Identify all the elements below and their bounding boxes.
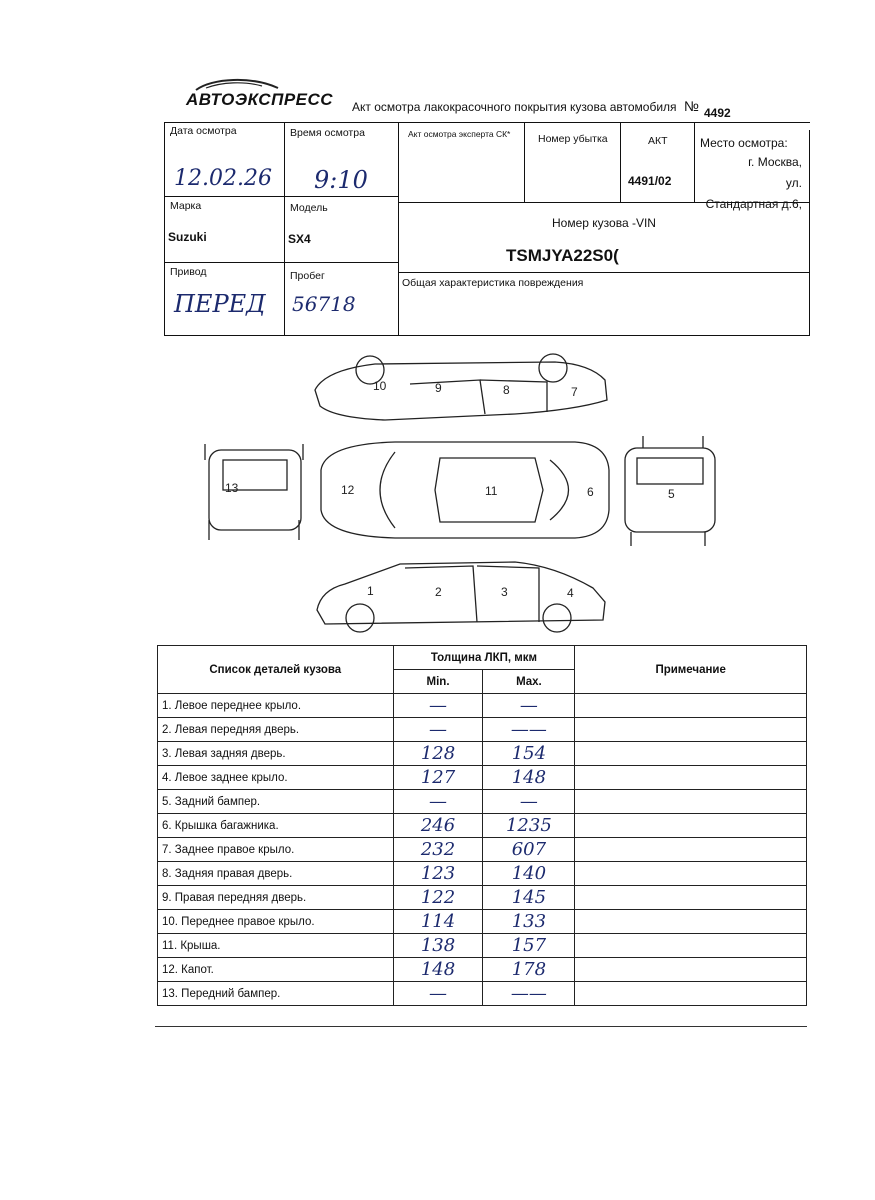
max-value: 145	[483, 886, 575, 910]
part-name: 3. Левая задняя дверь.	[158, 742, 394, 766]
table-row	[158, 934, 807, 958]
zone-label-3: 3	[501, 585, 508, 599]
part-name: 4. Левое заднее крыло.	[158, 766, 394, 790]
zone-label-4: 4	[567, 586, 574, 600]
part-name: 12. Капот.	[158, 958, 394, 982]
car-body-diagram	[195, 340, 725, 640]
zone-label-8: 8	[503, 383, 510, 397]
zone-label-11: 11	[485, 484, 498, 498]
note-cell	[575, 934, 807, 958]
max-value: —	[483, 694, 575, 718]
model-label: Модель	[290, 202, 328, 214]
document-title	[352, 98, 699, 114]
table-row	[158, 694, 807, 718]
zone-label-5: 5	[668, 487, 675, 501]
part-name: 13. Передний бампер.	[158, 982, 394, 1006]
col-thickness-header: Толщина ЛКП, мкм	[393, 646, 575, 670]
min-value: —	[393, 694, 483, 718]
zone-label-13: 13	[225, 481, 239, 495]
vin-label: Номер кузова -VIN	[552, 216, 656, 230]
zone-label-7: 7	[571, 385, 578, 399]
max-value: 157	[483, 934, 575, 958]
min-value: 246	[393, 814, 483, 838]
min-value: 148	[393, 958, 483, 982]
note-cell	[575, 910, 807, 934]
max-value: ——	[483, 982, 575, 1006]
part-name: 1. Левое переднее крыло.	[158, 694, 394, 718]
min-value: 123	[393, 862, 483, 886]
model-value: SX4	[288, 232, 311, 246]
col-parts-header: Список деталей кузова	[158, 646, 394, 694]
max-value: ——	[483, 718, 575, 742]
min-value: —	[393, 718, 483, 742]
drive-value: ПЕРЕД	[174, 290, 266, 318]
note-cell	[575, 718, 807, 742]
number-sign: №	[683, 98, 699, 114]
mileage-label: Пробег	[290, 270, 325, 282]
time-label: Время осмотра	[290, 127, 365, 139]
zone-label-10: 10	[373, 379, 387, 393]
zone-label-1: 1	[367, 584, 374, 598]
part-name: 9. Правая передняя дверь.	[158, 886, 394, 910]
place-address	[692, 152, 802, 215]
place-line-3: Стандартная д.6,	[705, 197, 802, 211]
table-row	[158, 838, 807, 862]
max-value: 133	[483, 910, 575, 934]
damage-label: Общая характеристика повреждения	[402, 277, 584, 289]
part-name: 5. Задний бампер.	[158, 790, 394, 814]
inspection-header-form	[164, 122, 810, 336]
col-max-header: Max.	[483, 670, 575, 694]
zone-label-12: 12	[341, 483, 355, 497]
bottom-divider	[155, 1026, 807, 1027]
max-value: —	[483, 790, 575, 814]
max-value: 140	[483, 862, 575, 886]
min-value: —	[393, 790, 483, 814]
table-row	[158, 958, 807, 982]
col-min-header: Min.	[393, 670, 483, 694]
table-row	[158, 982, 807, 1006]
make-value: Suzuki	[168, 230, 207, 244]
title-text: Акт осмотра лакокрасочного покрытия кузова автомобиля	[352, 100, 677, 114]
act-value: 4491/02	[628, 174, 672, 188]
note-cell	[575, 742, 807, 766]
zone-label-9: 9	[435, 381, 442, 395]
part-name: 11. Крыша.	[158, 934, 394, 958]
min-value: —	[393, 982, 483, 1006]
min-value: 128	[393, 742, 483, 766]
make-label: Марка	[170, 200, 202, 212]
max-value: 1235	[483, 814, 575, 838]
zone-label-2: 2	[435, 585, 442, 599]
mileage-value: 56718	[292, 292, 356, 316]
max-value: 178	[483, 958, 575, 982]
table-row	[158, 886, 807, 910]
note-cell	[575, 694, 807, 718]
table-row	[158, 862, 807, 886]
min-value: 127	[393, 766, 483, 790]
max-value: 607	[483, 838, 575, 862]
table-row	[158, 718, 807, 742]
paint-thickness-table	[157, 645, 807, 1006]
note-cell	[575, 982, 807, 1006]
col-note-header: Примечание	[575, 646, 807, 694]
document-number: 4492	[704, 106, 731, 120]
table-row	[158, 742, 807, 766]
part-name: 8. Задняя правая дверь.	[158, 862, 394, 886]
zone-label-6: 6	[587, 485, 594, 499]
max-value: 154	[483, 742, 575, 766]
logo-text: АВТОЭКСПРЕСС	[186, 90, 334, 109]
place-line-1: г. Москва,	[748, 155, 802, 169]
min-value: 114	[393, 910, 483, 934]
vin-value: TSMJYA22S0(	[506, 246, 619, 265]
note-cell	[575, 862, 807, 886]
parts-body	[158, 694, 807, 1006]
expert-act-label: Акт осмотра эксперта СК*	[408, 129, 511, 139]
act-label: АКТ	[648, 135, 668, 147]
loss-number-label: Номер убытка	[538, 133, 608, 145]
min-value: 122	[393, 886, 483, 910]
date-value: 12.02.26	[174, 166, 272, 191]
note-cell	[575, 886, 807, 910]
note-cell	[575, 790, 807, 814]
note-cell	[575, 958, 807, 982]
time-value: 9:10	[314, 166, 368, 194]
drive-label: Привод	[170, 266, 207, 278]
note-cell	[575, 814, 807, 838]
min-value: 138	[393, 934, 483, 958]
part-name: 7. Заднее правое крыло.	[158, 838, 394, 862]
table-row	[158, 766, 807, 790]
table-row	[158, 910, 807, 934]
part-name: 10. Переднее правое крыло.	[158, 910, 394, 934]
table-row	[158, 790, 807, 814]
car-outline-icon	[195, 340, 725, 640]
note-cell	[575, 838, 807, 862]
note-cell	[575, 766, 807, 790]
place-line-2: ул.	[785, 176, 802, 190]
place-label: Место осмотра:	[700, 136, 788, 150]
part-name: 6. Крышка багажника.	[158, 814, 394, 838]
date-label: Дата осмотра	[170, 125, 237, 137]
part-name: 2. Левая передняя дверь.	[158, 718, 394, 742]
company-logo	[182, 74, 334, 114]
min-value: 232	[393, 838, 483, 862]
table-row	[158, 814, 807, 838]
max-value: 148	[483, 766, 575, 790]
